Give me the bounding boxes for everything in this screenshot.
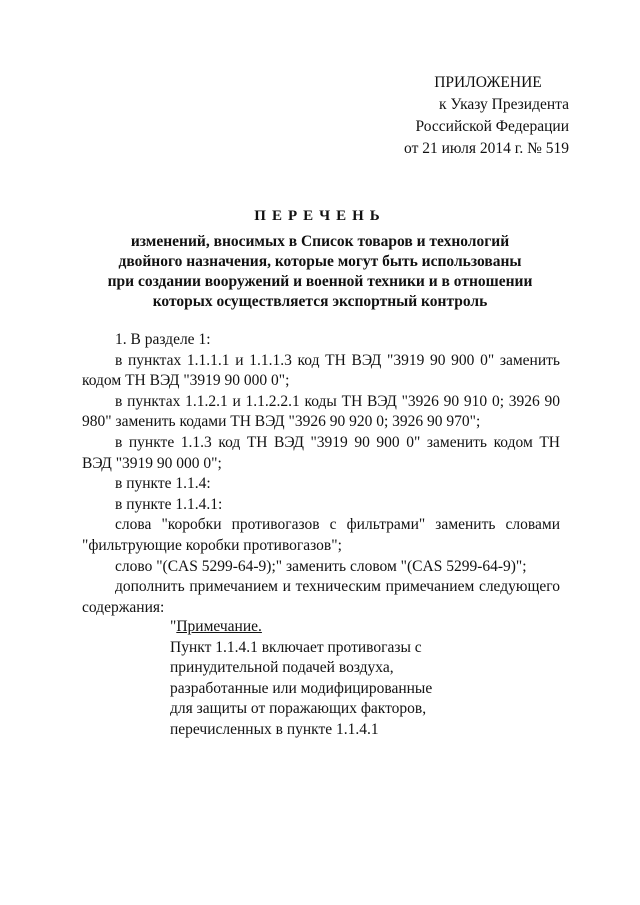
appendix-header	[349, 72, 569, 160]
appendix-date: от 21 июля 2014 г. № 519	[404, 140, 569, 157]
document-title: ПЕРЕЧЕНЬ	[254, 208, 386, 224]
subtitle-line: изменений, вносимых в Список товаров и технологий	[130, 233, 510, 250]
note-line: Пункт 1.1.4.1 включает противогазы с	[170, 638, 422, 656]
note-line: для защиты от поражающих факторов,	[170, 700, 427, 718]
note-heading: Примечание.	[176, 618, 262, 635]
document-body	[82, 330, 560, 618]
paragraph-item-1141: в пункте 1.1.4.1:	[115, 495, 223, 513]
paragraph-item-114: в пункте 1.1.4:	[115, 475, 211, 493]
paragraph-cas-replace: слово "(CAS 5299-64-9);" заменить словом "(CAS 5299-64-9)";	[115, 557, 527, 575]
note-line: разработанные или модифицированные	[170, 679, 433, 697]
appendix-label: ПРИЛОЖЕНИЕ	[434, 74, 542, 91]
subtitle-line: при создании вооружений и военной техники и в отношении	[107, 273, 533, 290]
appendix-federation: Российской Федерации	[415, 118, 569, 135]
paragraph-items-1111: в пунктах 1.1.1.1 и 1.1.1.3 код ТН ВЭД "3919 90 900 0" заменить кодом ТН ВЭД "3919 90 000 0";	[82, 351, 560, 390]
paragraph-words-replace: слова "коробки противогазов с фильтрами" заменить словами "фильтрующие коробки противогазов";	[82, 516, 560, 554]
subtitle-line: двойного назначения, которые могут быть использованы	[118, 253, 522, 270]
paragraph-section-1: 1. В разделе 1:	[115, 331, 211, 348]
note-line: принудительной подачей воздуха,	[170, 659, 394, 677]
appendix-decree: к Указу Президента	[439, 96, 569, 113]
note-block	[170, 617, 470, 741]
note-line: перечисленных в пункте 1.1.4.1	[170, 720, 379, 738]
note-heading-line	[170, 617, 470, 638]
note-open-quote: "	[170, 618, 177, 635]
paragraph-add-note: дополнить примечанием и техническим примечанием следующего содержания:	[82, 578, 560, 616]
paragraph-items-1121: в пунктах 1.1.2.1 и 1.1.2.2.1 коды ТН ВЭД "3926 90 910 0; 3926 90 980" заменить кодами ТН ВЭД "3926 90 920 0; 3926 90 970";	[82, 392, 560, 431]
subtitle-line: которых осуществляется экспортный контроль	[152, 293, 488, 310]
document-subtitle	[70, 232, 570, 312]
paragraph-item-113: в пункте 1.1.3 код ТН ВЭД "3919 90 900 0" заменить кодом ТН ВЭД "3919 90 000 0";	[82, 433, 560, 472]
